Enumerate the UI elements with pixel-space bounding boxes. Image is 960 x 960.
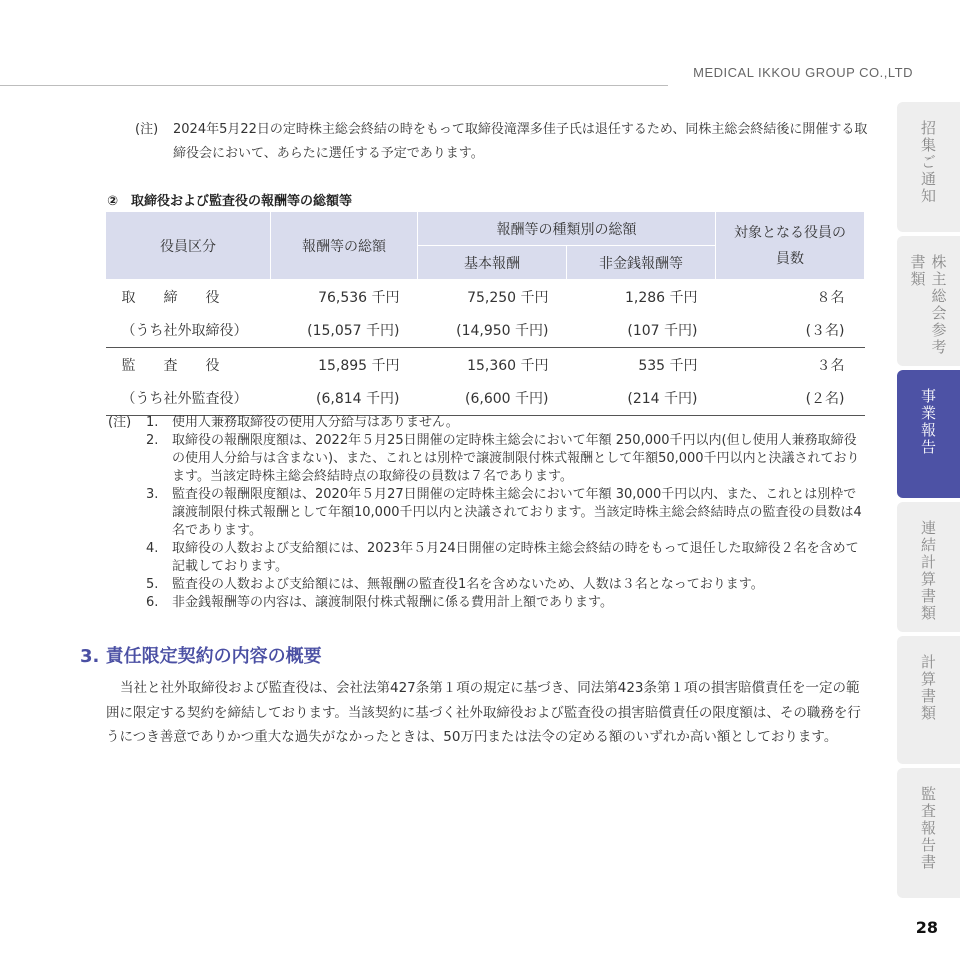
- section-heading-liability: 3. 責任限定契約の内容の概要: [80, 646, 322, 667]
- side-tab-label: 事業報告: [919, 388, 937, 456]
- side-tab-audit[interactable]: [897, 768, 960, 898]
- row-category: （うち社外監査役）: [106, 382, 271, 416]
- header-non-monetary: 非金銭報酬等: [567, 246, 716, 280]
- remuneration-table: [105, 211, 865, 416]
- notes-tag: (注): [108, 415, 132, 430]
- header-basic: 基本報酬: [418, 246, 567, 280]
- table-row: [106, 280, 865, 314]
- note-item: [146, 540, 868, 576]
- side-tab-consolidated[interactable]: [897, 502, 960, 632]
- row-count: ８名: [716, 280, 865, 314]
- side-tab-label: 株主総会参考書類: [908, 254, 948, 356]
- row-non-monetary: (214 千円): [567, 382, 716, 416]
- side-tab-label: 招集ご通知: [919, 120, 937, 205]
- note-number: 5.: [146, 577, 159, 592]
- side-tab-financial[interactable]: [897, 636, 960, 764]
- note-text: 取締役の報酬限度額は、2022年５月25日開催の定時株主総会において年額 250,000千円以内(但し使用人兼務取締役の使用人分給与は含まない)、また、これとは別枠で譲渡制限付株式報酬として年額50,000千円以内と決議されております。当該定時株主総会終結時点の取締役の員数は７名であります。: [172, 433, 860, 484]
- section-heading-remuneration: ② 取締役および監査役の報酬等の総額等: [107, 194, 353, 209]
- header-total: 報酬等の総額: [271, 212, 418, 280]
- top-note: [135, 118, 875, 166]
- note-item: [146, 576, 868, 594]
- note-item: [146, 414, 868, 432]
- header-by-type: 報酬等の種類別の総額: [418, 212, 716, 246]
- row-total: 15,895 千円: [318, 357, 400, 374]
- row-count: (２名): [716, 382, 865, 416]
- top-note-tag: (注): [135, 122, 159, 137]
- row-total: (6,814 千円): [271, 382, 418, 416]
- row-category: （うち社外取締役）: [106, 314, 271, 348]
- side-tab-label: 監査報告書: [919, 786, 937, 871]
- note-number: 2.: [146, 433, 159, 448]
- top-note-text: 2024年5月22日の定時株主総会終結の時をもって取締役滝澤多佳子氏は退任するため、同株主総会終結後に開催する取締役会において、あらたに選任する予定であります。: [173, 122, 868, 161]
- row-basic: 75,250 千円: [418, 280, 567, 314]
- table-row: [106, 382, 865, 416]
- side-tab-label: 計算書類: [919, 654, 937, 722]
- table-row: [106, 348, 865, 382]
- row-total: 76,536 千円: [271, 280, 418, 314]
- row-count: (３名): [716, 314, 865, 348]
- note-item: [146, 486, 868, 540]
- note-item: [146, 432, 868, 486]
- row-total: (15,057 千円): [271, 314, 418, 348]
- row-basic: 15,360 千円: [467, 357, 549, 374]
- row-category: 監査役: [121, 357, 248, 374]
- row-category: 取締役: [106, 280, 271, 314]
- note-text: 取締役の人数および支給額には、2023年５月24日開催の定時株主総会終結の時をもって退任した取締役２名を含めて記載しております。: [172, 541, 859, 574]
- liability-paragraph: 当社と社外取締役および監査役は、会社法第427条第１項の規定に基づき、同法第423条第１項の損害賠償責任を一定の範囲に限定する契約を締結しております。当該契約に基づく社外取締役および監査役の損害賠償責任の限度額は、その職務を行うにつき善意でありかつ重大な過失がなかったときは、50万円または法令の定める額のいずれか高い額としております。: [106, 680, 861, 745]
- note-text: 非金銭報酬等の内容は、譲渡制限付株式報酬に係る費用計上額であります。: [172, 595, 613, 610]
- page-number: 28: [915, 918, 938, 937]
- header-category: 役員区分: [106, 212, 271, 280]
- row-basic: (14,950 千円): [418, 314, 567, 348]
- notes-list: [146, 414, 868, 612]
- row-non-monetary: 535 千円: [638, 357, 698, 374]
- side-tab-reference[interactable]: [897, 236, 960, 366]
- note-text: 監査役の人数および支給額には、無報酬の監査役1名を含めないため、人数は３名となっております。: [172, 577, 764, 592]
- header-rule: [0, 85, 668, 86]
- note-number: 4.: [146, 541, 159, 556]
- row-non-monetary: (107 千円): [567, 314, 716, 348]
- note-number: 6.: [146, 595, 159, 610]
- note-text: 使用人兼務取締役の使用人分給与はありません。: [172, 415, 459, 430]
- side-tab-label: 連結計算書類: [919, 520, 937, 622]
- row-basic: (6,600 千円): [418, 382, 567, 416]
- header-count: 対象となる役員の員数: [716, 212, 865, 280]
- side-tab-business-report[interactable]: [897, 370, 960, 498]
- row-count: ３名: [816, 357, 845, 374]
- note-number: 3.: [146, 487, 159, 502]
- note-text: 監査役の報酬限度額は、2020年５月27日開催の定時株主総会において年額 30,000千円以内、また、これとは別枠で譲渡制限付株式報酬として年額10,000千円以内と決議されております。当該定時株主総会終結時点の監査役の員数は4名であります。: [172, 487, 862, 538]
- note-number: 1.: [146, 415, 159, 430]
- note-item: [146, 594, 868, 612]
- table-row: [106, 314, 865, 348]
- row-non-monetary: 1,286 千円: [567, 280, 716, 314]
- table-notes: [108, 414, 868, 612]
- side-tab-notice[interactable]: [897, 102, 960, 232]
- company-name: MEDICAL IKKOU GROUP CO.,LTD: [693, 65, 913, 80]
